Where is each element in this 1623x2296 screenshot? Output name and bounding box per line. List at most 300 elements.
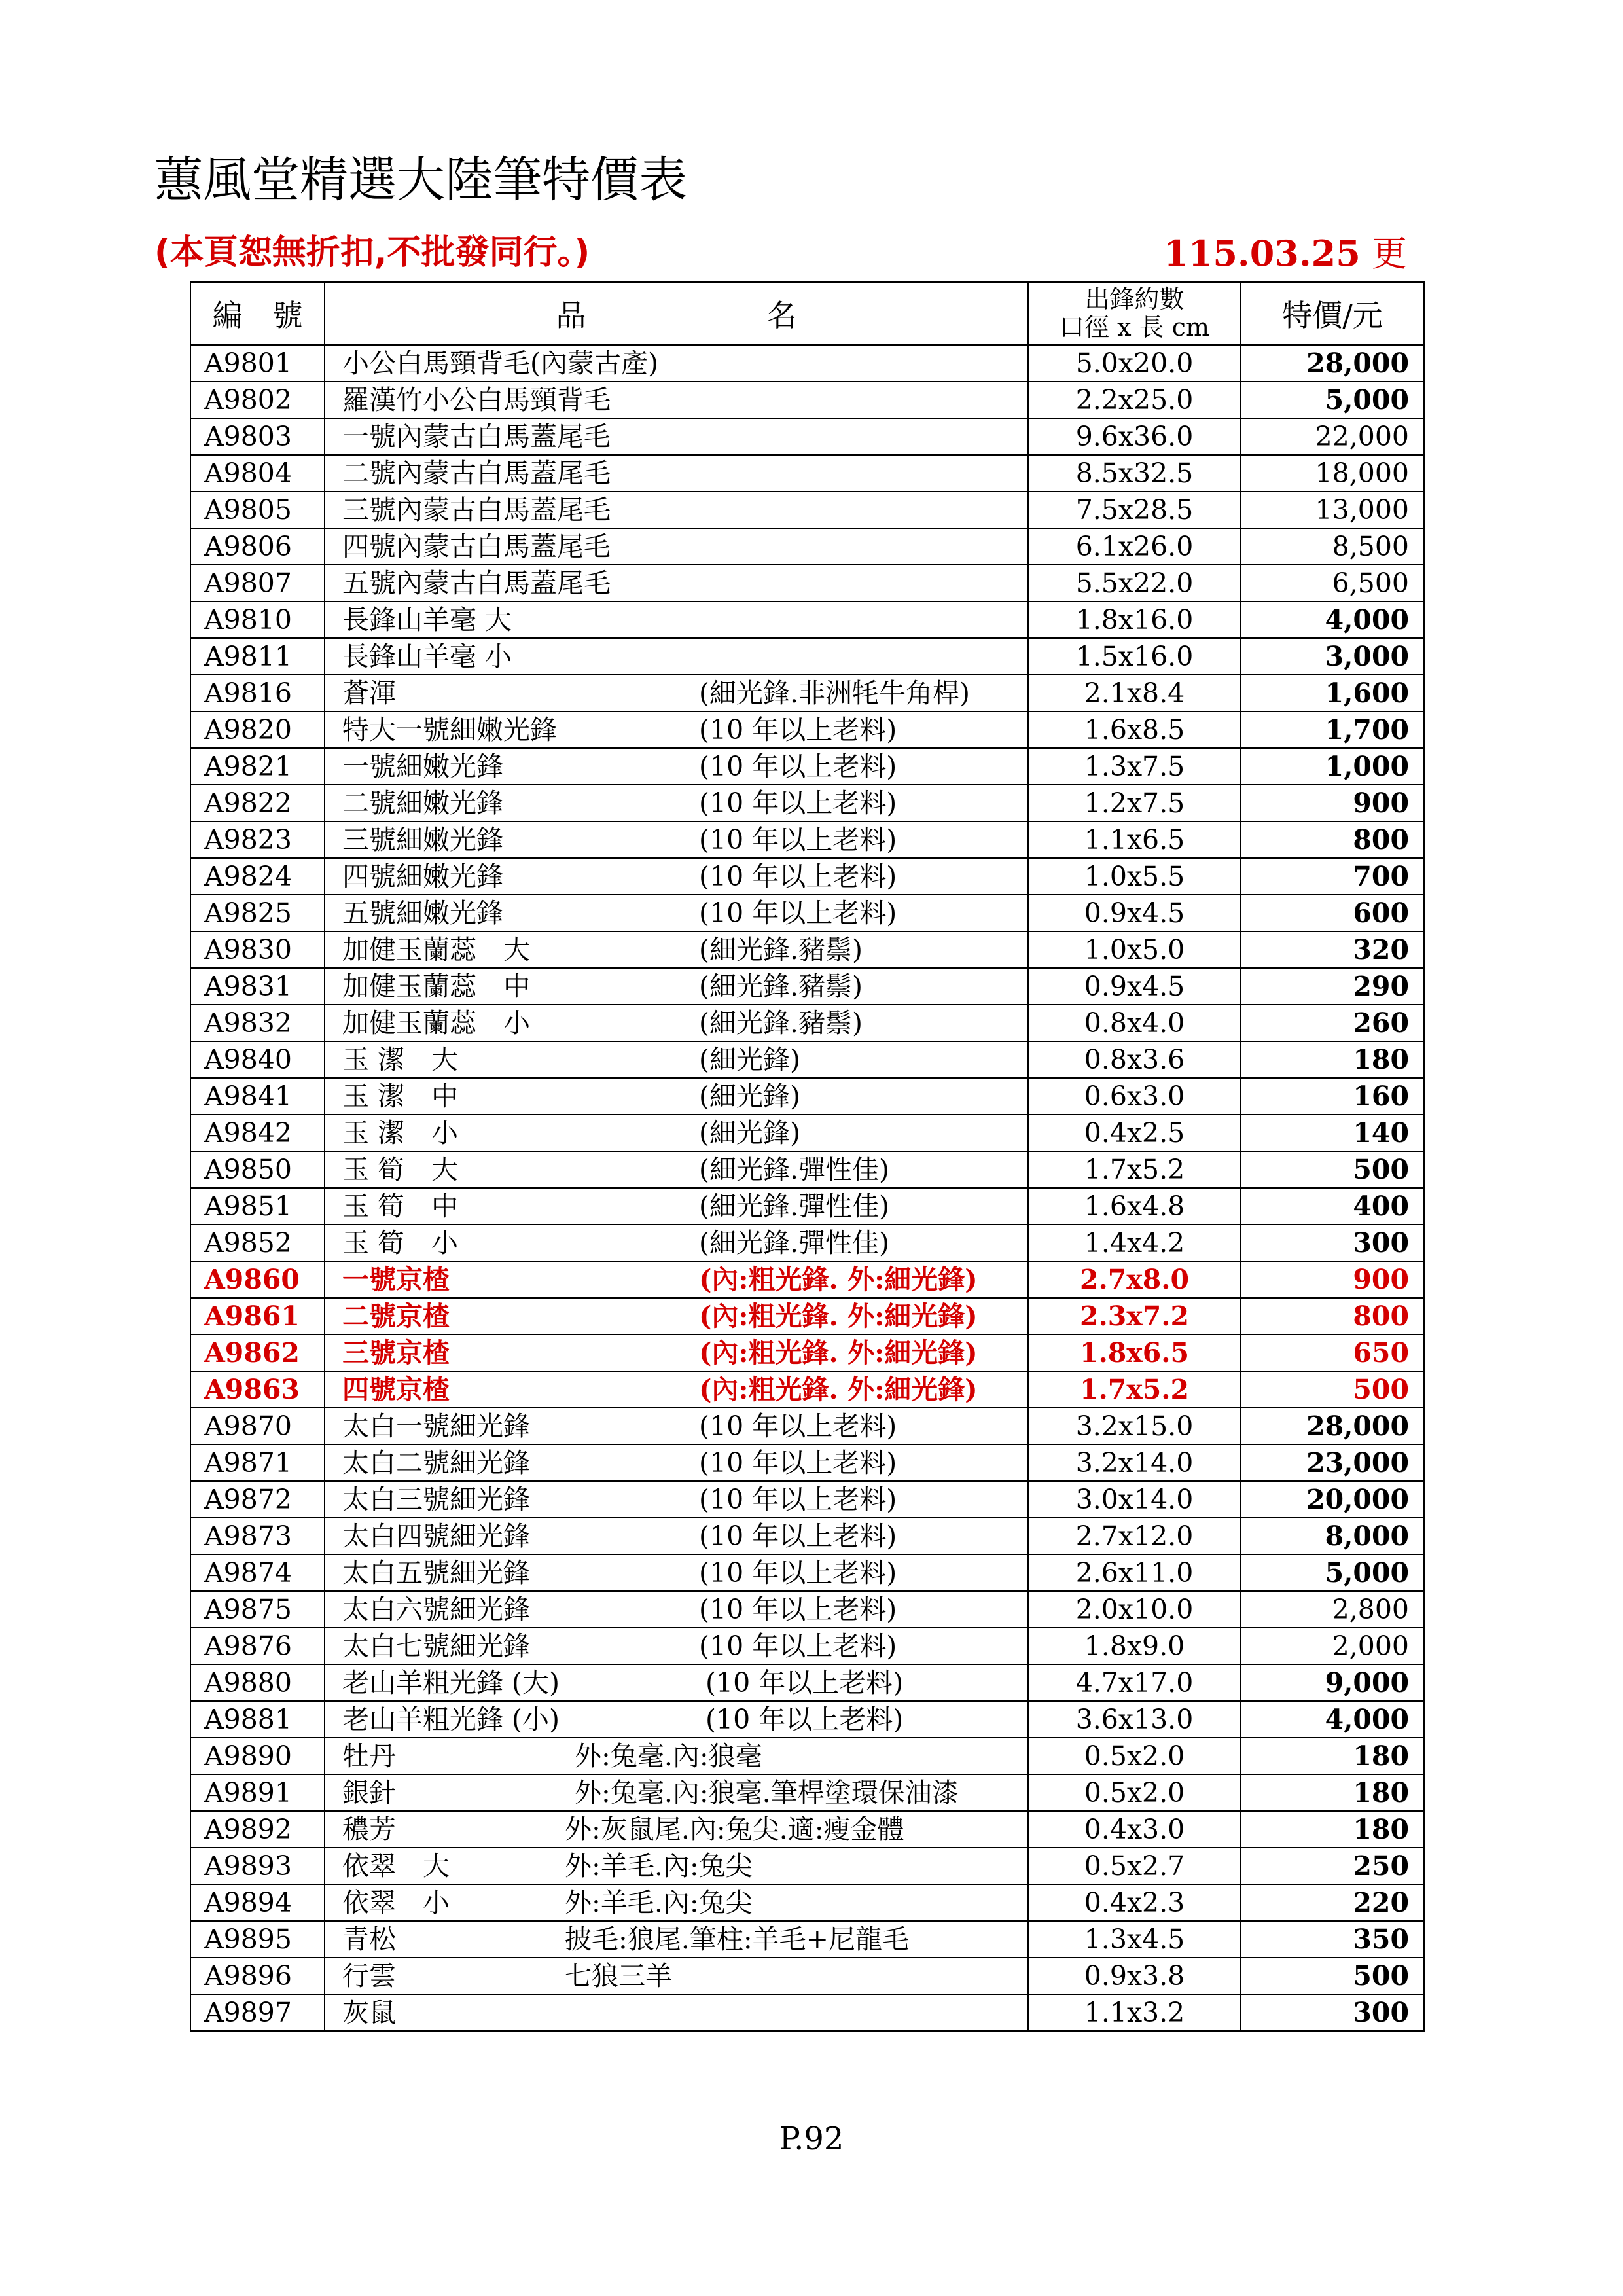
item-name-cell (325, 1591, 1028, 1628)
item-name: 牡丹 (342, 1740, 396, 1772)
table-row (190, 1041, 1424, 1078)
item-description: (細光鋒) (699, 1117, 800, 1149)
item-size: 0.4x3.0 (1028, 1811, 1241, 1848)
table-row (190, 1188, 1424, 1225)
item-name-cell (325, 1481, 1028, 1518)
item-description: (細光鋒.豬鬃) (699, 934, 863, 965)
item-size: 1.1x3.2 (1028, 1994, 1241, 2031)
table-row (190, 345, 1424, 382)
item-name-cell (325, 1958, 1028, 1994)
item-size: 6.1x26.0 (1028, 528, 1241, 565)
item-name-cell (325, 455, 1028, 492)
table-body (190, 345, 1424, 2031)
item-price: 250 (1241, 1848, 1424, 1884)
item-price: 9,000 (1241, 1664, 1424, 1701)
item-size: 1.6x4.8 (1028, 1188, 1241, 1225)
table-row (190, 1884, 1424, 1921)
table-row (190, 675, 1424, 711)
item-code: A9832 (190, 1005, 325, 1041)
item-size: 3.2x14.0 (1028, 1444, 1241, 1481)
item-price: 800 (1241, 1298, 1424, 1335)
item-description: (細光鋒.非洲牦牛角桿) (699, 677, 971, 709)
item-price: 180 (1241, 1811, 1424, 1848)
item-name: 四號京楂 (342, 1374, 450, 1405)
item-code: A9823 (190, 821, 325, 858)
item-description: (內:粗光鋒. 外:細光鋒) (699, 1337, 978, 1369)
table-row (190, 1371, 1424, 1408)
item-size: 1.4x4.2 (1028, 1225, 1241, 1261)
item-name-cell (325, 785, 1028, 821)
item-code: A9824 (190, 858, 325, 895)
item-size: 9.6x36.0 (1028, 418, 1241, 455)
table-row (190, 638, 1424, 675)
item-size: 2.0x10.0 (1028, 1591, 1241, 1628)
item-name: 太白四號細光鋒 (342, 1520, 530, 1552)
item-code: A9862 (190, 1335, 325, 1371)
item-name-cell (325, 821, 1028, 858)
item-name-cell (325, 858, 1028, 895)
item-price: 900 (1241, 1261, 1424, 1298)
table-header-row (190, 282, 1424, 345)
table-row (190, 1151, 1424, 1188)
item-size: 2.6x11.0 (1028, 1554, 1241, 1591)
item-size: 0.9x4.5 (1028, 968, 1241, 1005)
item-description: (10 年以上老料) (699, 897, 897, 929)
item-size: 0.9x4.5 (1028, 895, 1241, 931)
item-name: 老山羊粗光鋒 (大) (342, 1667, 560, 1698)
table-row (190, 1408, 1424, 1444)
item-code: A9894 (190, 1884, 325, 1921)
table-row (190, 821, 1424, 858)
item-code: A9805 (190, 492, 325, 528)
item-name: 羅漢竹小公白馬頸背毛 (342, 384, 611, 416)
item-code: A9801 (190, 345, 325, 382)
item-description: (10 年以上老料) (699, 1630, 897, 1662)
item-name-cell (325, 968, 1028, 1005)
item-name: 玉 潔 大 (342, 1044, 459, 1075)
item-price: 5,000 (1241, 382, 1424, 418)
item-code: A9811 (190, 638, 325, 675)
table-row (190, 1261, 1424, 1298)
update-date (1164, 232, 1407, 274)
item-description: (10 年以上老料) (699, 1484, 897, 1515)
item-description: 外:兔毫.內:狼毫.筆桿塗環保油漆 (575, 1777, 959, 1808)
item-name-cell (325, 1664, 1028, 1701)
item-name: 依翠 大 (342, 1850, 450, 1882)
item-name-cell (325, 748, 1028, 785)
item-name-cell (325, 1444, 1028, 1481)
table-row (190, 1591, 1424, 1628)
table-row (190, 968, 1424, 1005)
item-name: 太白三號細光鋒 (342, 1484, 530, 1515)
table-row (190, 1481, 1424, 1518)
item-size: 2.1x8.4 (1028, 675, 1241, 711)
item-price: 500 (1241, 1151, 1424, 1188)
item-size: 7.5x28.5 (1028, 492, 1241, 528)
item-size: 1.7x5.2 (1028, 1371, 1241, 1408)
item-description: (內:粗光鋒. 外:細光鋒) (699, 1300, 978, 1332)
item-size: 1.3x7.5 (1028, 748, 1241, 785)
table-row (190, 858, 1424, 895)
item-price: 8,500 (1241, 528, 1424, 565)
item-name-cell (325, 1225, 1028, 1261)
item-name-cell (325, 1115, 1028, 1151)
item-name: 玉 潔 中 (342, 1081, 459, 1112)
item-name-cell (325, 1005, 1028, 1041)
item-name: 玉 筍 中 (342, 1191, 459, 1222)
item-name-cell (325, 895, 1028, 931)
item-price: 23,000 (1241, 1444, 1424, 1481)
item-size: 1.3x4.5 (1028, 1921, 1241, 1958)
item-name: 特大一號細嫩光鋒 (342, 714, 557, 745)
item-price: 300 (1241, 1994, 1424, 2031)
item-name: 四號細嫩光鋒 (342, 861, 503, 892)
item-price: 290 (1241, 968, 1424, 1005)
item-code: A9875 (190, 1591, 325, 1628)
item-price: 1,600 (1241, 675, 1424, 711)
item-size: 2.7x12.0 (1028, 1518, 1241, 1554)
page-number: P.92 (779, 2121, 844, 2157)
item-size: 1.8x9.0 (1028, 1628, 1241, 1664)
item-name-cell (325, 345, 1028, 382)
item-description: (10 年以上老料) (699, 1557, 897, 1588)
item-price: 5,000 (1241, 1554, 1424, 1591)
item-code: A9802 (190, 382, 325, 418)
item-size: 3.2x15.0 (1028, 1408, 1241, 1444)
table-row (190, 492, 1424, 528)
item-code: A9893 (190, 1848, 325, 1884)
item-name-cell (325, 1518, 1028, 1554)
item-description: (10 年以上老料) (699, 1520, 897, 1552)
table-row (190, 1774, 1424, 1811)
item-name-cell (325, 1188, 1028, 1225)
item-price: 4,000 (1241, 1701, 1424, 1738)
item-price: 8,000 (1241, 1518, 1424, 1554)
item-size: 1.5x16.0 (1028, 638, 1241, 675)
item-name-cell (325, 1884, 1028, 1921)
item-size: 2.3x7.2 (1028, 1298, 1241, 1335)
table-row (190, 1005, 1424, 1041)
table-row (190, 1554, 1424, 1591)
table-row (190, 895, 1424, 931)
item-code: A9896 (190, 1958, 325, 1994)
item-name-cell (325, 1628, 1028, 1664)
item-size: 0.5x2.0 (1028, 1774, 1241, 1811)
item-code: A9825 (190, 895, 325, 931)
item-code: A9816 (190, 675, 325, 711)
price-table (190, 281, 1425, 2032)
item-price: 180 (1241, 1738, 1424, 1774)
item-description: (細光鋒.彈性佳) (699, 1154, 890, 1185)
item-code: A9831 (190, 968, 325, 1005)
item-price: 800 (1241, 821, 1424, 858)
date-value: 115.03.25 (1164, 232, 1361, 274)
item-code: A9873 (190, 1518, 325, 1554)
item-price: 18,000 (1241, 455, 1424, 492)
item-size: 1.1x6.5 (1028, 821, 1241, 858)
item-price: 500 (1241, 1958, 1424, 1994)
item-price: 4,000 (1241, 601, 1424, 638)
item-name-cell (325, 1371, 1028, 1408)
item-name-cell (325, 565, 1028, 601)
item-price: 220 (1241, 1884, 1424, 1921)
item-description: (細光鋒.彈性佳) (699, 1227, 890, 1259)
item-size: 2.2x25.0 (1028, 382, 1241, 418)
item-code: A9804 (190, 455, 325, 492)
item-code: A9852 (190, 1225, 325, 1261)
item-code: A9841 (190, 1078, 325, 1115)
item-name-cell (325, 1921, 1028, 1958)
item-price: 140 (1241, 1115, 1424, 1151)
item-name: 灰鼠 (342, 1997, 396, 2028)
item-size: 0.8x4.0 (1028, 1005, 1241, 1041)
table-row (190, 785, 1424, 821)
item-name: 小公白馬頸背毛(內蒙古產) (342, 348, 658, 379)
item-price: 600 (1241, 895, 1424, 931)
item-name-cell (325, 492, 1028, 528)
table-row (190, 601, 1424, 638)
item-name-cell (325, 1554, 1028, 1591)
item-name: 三號京楂 (342, 1337, 450, 1369)
item-size: 2.7x8.0 (1028, 1261, 1241, 1298)
table-row (190, 711, 1424, 748)
item-code: A9806 (190, 528, 325, 565)
item-name-cell (325, 1041, 1028, 1078)
item-price: 350 (1241, 1921, 1424, 1958)
item-description: 外:羊毛.內:兔尖 (565, 1887, 753, 1918)
item-description: (10 年以上老料) (705, 1704, 904, 1735)
item-price: 160 (1241, 1078, 1424, 1115)
item-price: 22,000 (1241, 418, 1424, 455)
item-name-cell (325, 382, 1028, 418)
item-price: 2,800 (1241, 1591, 1424, 1628)
table-row (190, 565, 1424, 601)
item-size: 5.5x22.0 (1028, 565, 1241, 601)
item-price: 400 (1241, 1188, 1424, 1225)
item-size: 0.5x2.7 (1028, 1848, 1241, 1884)
item-name: 銀針 (342, 1777, 396, 1808)
item-description: (10 年以上老料) (705, 1667, 904, 1698)
item-name-cell (325, 638, 1028, 675)
item-name: 青松 (342, 1924, 396, 1955)
table-row (190, 1994, 1424, 2031)
table-row (190, 1738, 1424, 1774)
item-code: A9874 (190, 1554, 325, 1591)
item-size: 0.9x3.8 (1028, 1958, 1241, 1994)
item-name: 加健玉蘭蕊 大 (342, 934, 530, 965)
item-size: 4.7x17.0 (1028, 1664, 1241, 1701)
item-size: 0.4x2.3 (1028, 1884, 1241, 1921)
item-description: (10 年以上老料) (699, 1594, 897, 1625)
header-code: 編 號 (190, 282, 325, 345)
item-size: 1.0x5.0 (1028, 931, 1241, 968)
item-size: 1.6x8.5 (1028, 711, 1241, 748)
header-size-line2: 口徑 x 長 cm (1060, 313, 1209, 342)
item-description: (細光鋒) (699, 1081, 800, 1112)
item-description: (10 年以上老料) (699, 824, 897, 855)
item-price: 13,000 (1241, 492, 1424, 528)
item-name: 依翠 小 (342, 1887, 450, 1918)
item-code: A9861 (190, 1298, 325, 1335)
table-row (190, 455, 1424, 492)
item-description: (內:粗光鋒. 外:細光鋒) (699, 1264, 978, 1295)
item-name: 一號內蒙古白馬蓋尾毛 (342, 421, 611, 452)
item-code: A9851 (190, 1188, 325, 1225)
item-name: 五號細嫩光鋒 (342, 897, 503, 929)
table-row (190, 1298, 1424, 1335)
table-row (190, 748, 1424, 785)
table-row (190, 1225, 1424, 1261)
item-description: (10 年以上老料) (699, 1447, 897, 1479)
item-size: 3.6x13.0 (1028, 1701, 1241, 1738)
item-name: 玉 筍 大 (342, 1154, 459, 1185)
item-description: 外:兔毫.內:狼毫 (575, 1740, 762, 1772)
table-row (190, 931, 1424, 968)
item-name: 長鋒山羊毫 小 (342, 641, 512, 672)
table-row (190, 1701, 1424, 1738)
item-name-cell (325, 1151, 1028, 1188)
item-name-cell (325, 675, 1028, 711)
item-name: 蒼渾 (342, 677, 396, 709)
item-name: 太白五號細光鋒 (342, 1557, 530, 1588)
item-code: A9870 (190, 1408, 325, 1444)
table-row (190, 382, 1424, 418)
item-name-cell (325, 418, 1028, 455)
item-price: 2,000 (1241, 1628, 1424, 1664)
item-description: (細光鋒) (699, 1044, 800, 1075)
item-code: A9880 (190, 1664, 325, 1701)
table-row (190, 418, 1424, 455)
table-row (190, 528, 1424, 565)
item-name: 二號京楂 (342, 1300, 450, 1332)
item-price: 650 (1241, 1335, 1424, 1371)
item-size: 1.8x6.5 (1028, 1335, 1241, 1371)
item-name-cell (325, 1261, 1028, 1298)
item-name-cell (325, 931, 1028, 968)
item-name-cell (325, 1848, 1028, 1884)
item-price: 260 (1241, 1005, 1424, 1041)
item-price: 300 (1241, 1225, 1424, 1261)
item-code: A9881 (190, 1701, 325, 1738)
item-name-cell (325, 1994, 1028, 2031)
table-row (190, 1921, 1424, 1958)
no-discount-note: (本頁恕無折扣,不批發同行。) (154, 233, 590, 272)
item-code: A9803 (190, 418, 325, 455)
item-description: 外:羊毛.內:兔尖 (565, 1850, 753, 1882)
item-description: (10 年以上老料) (699, 787, 897, 819)
header-size (1028, 282, 1241, 345)
item-size: 1.8x16.0 (1028, 601, 1241, 638)
item-size: 0.5x2.0 (1028, 1738, 1241, 1774)
item-price: 700 (1241, 858, 1424, 895)
item-code: A9895 (190, 1921, 325, 1958)
table-row (190, 1811, 1424, 1848)
item-name: 一號細嫩光鋒 (342, 751, 503, 782)
item-name-cell (325, 1738, 1028, 1774)
item-description: (10 年以上老料) (699, 714, 897, 745)
item-code: A9891 (190, 1774, 325, 1811)
item-name: 二號內蒙古白馬蓋尾毛 (342, 457, 611, 489)
item-name-cell (325, 1811, 1028, 1848)
page-title: 蕙風堂精選大陸筆特價表 (154, 152, 687, 208)
item-code: A9892 (190, 1811, 325, 1848)
item-price: 500 (1241, 1371, 1424, 1408)
item-name: 太白二號細光鋒 (342, 1447, 530, 1479)
item-code: A9871 (190, 1444, 325, 1481)
item-code: A9863 (190, 1371, 325, 1408)
item-size: 5.0x20.0 (1028, 345, 1241, 382)
header-size-line1: 出鋒約數 (1084, 285, 1185, 314)
item-code: A9876 (190, 1628, 325, 1664)
item-name: 一號京楂 (342, 1264, 450, 1295)
item-code: A9822 (190, 785, 325, 821)
table-row (190, 1848, 1424, 1884)
item-name: 二號細嫩光鋒 (342, 787, 503, 819)
item-name-cell (325, 601, 1028, 638)
item-description: (10 年以上老料) (699, 861, 897, 892)
item-code: A9807 (190, 565, 325, 601)
item-size: 1.7x5.2 (1028, 1151, 1241, 1188)
item-size: 8.5x32.5 (1028, 455, 1241, 492)
item-price: 28,000 (1241, 1408, 1424, 1444)
item-description: (10 年以上老料) (699, 751, 897, 782)
item-description: (10 年以上老料) (699, 1410, 897, 1442)
item-code: A9810 (190, 601, 325, 638)
date-suffix: 更 (1372, 233, 1407, 274)
item-name-cell (325, 1335, 1028, 1371)
item-code: A9821 (190, 748, 325, 785)
item-code: A9830 (190, 931, 325, 968)
item-price: 180 (1241, 1041, 1424, 1078)
table-row (190, 1444, 1424, 1481)
item-name-cell (325, 1078, 1028, 1115)
item-name: 四號內蒙古白馬蓋尾毛 (342, 531, 611, 562)
item-price: 320 (1241, 931, 1424, 968)
item-description: 七狼三羊 (565, 1960, 672, 1992)
item-name-cell (325, 1408, 1028, 1444)
item-code: A9842 (190, 1115, 325, 1151)
item-name: 太白七號細光鋒 (342, 1630, 530, 1662)
item-name-cell (325, 1701, 1028, 1738)
item-size: 0.4x2.5 (1028, 1115, 1241, 1151)
item-price: 1,000 (1241, 748, 1424, 785)
table-row (190, 1078, 1424, 1115)
table-row (190, 1115, 1424, 1151)
item-price: 6,500 (1241, 565, 1424, 601)
item-name-cell (325, 1298, 1028, 1335)
item-price: 1,700 (1241, 711, 1424, 748)
item-name: 老山羊粗光鋒 (小) (342, 1704, 560, 1735)
item-price: 28,000 (1241, 345, 1424, 382)
header-price: 特價/元 (1241, 282, 1424, 345)
item-price: 20,000 (1241, 1481, 1424, 1518)
item-name: 穠芳 (342, 1814, 396, 1845)
item-name: 三號內蒙古白馬蓋尾毛 (342, 494, 611, 526)
item-price: 900 (1241, 785, 1424, 821)
item-name: 長鋒山羊毫 大 (342, 604, 512, 636)
item-name: 五號內蒙古白馬蓋尾毛 (342, 567, 611, 599)
item-description: 外:灰鼠尾.內:兔尖.適:瘦金體 (565, 1814, 904, 1845)
table-row (190, 1664, 1424, 1701)
item-name: 三號細嫩光鋒 (342, 824, 503, 855)
item-description: (細光鋒.豬鬃) (699, 1007, 863, 1039)
item-name: 加健玉蘭蕊 中 (342, 971, 530, 1002)
item-code: A9840 (190, 1041, 325, 1078)
item-name: 行雲 (342, 1960, 396, 1992)
item-code: A9897 (190, 1994, 325, 2031)
item-size: 1.2x7.5 (1028, 785, 1241, 821)
item-name: 玉 潔 小 (342, 1117, 459, 1149)
